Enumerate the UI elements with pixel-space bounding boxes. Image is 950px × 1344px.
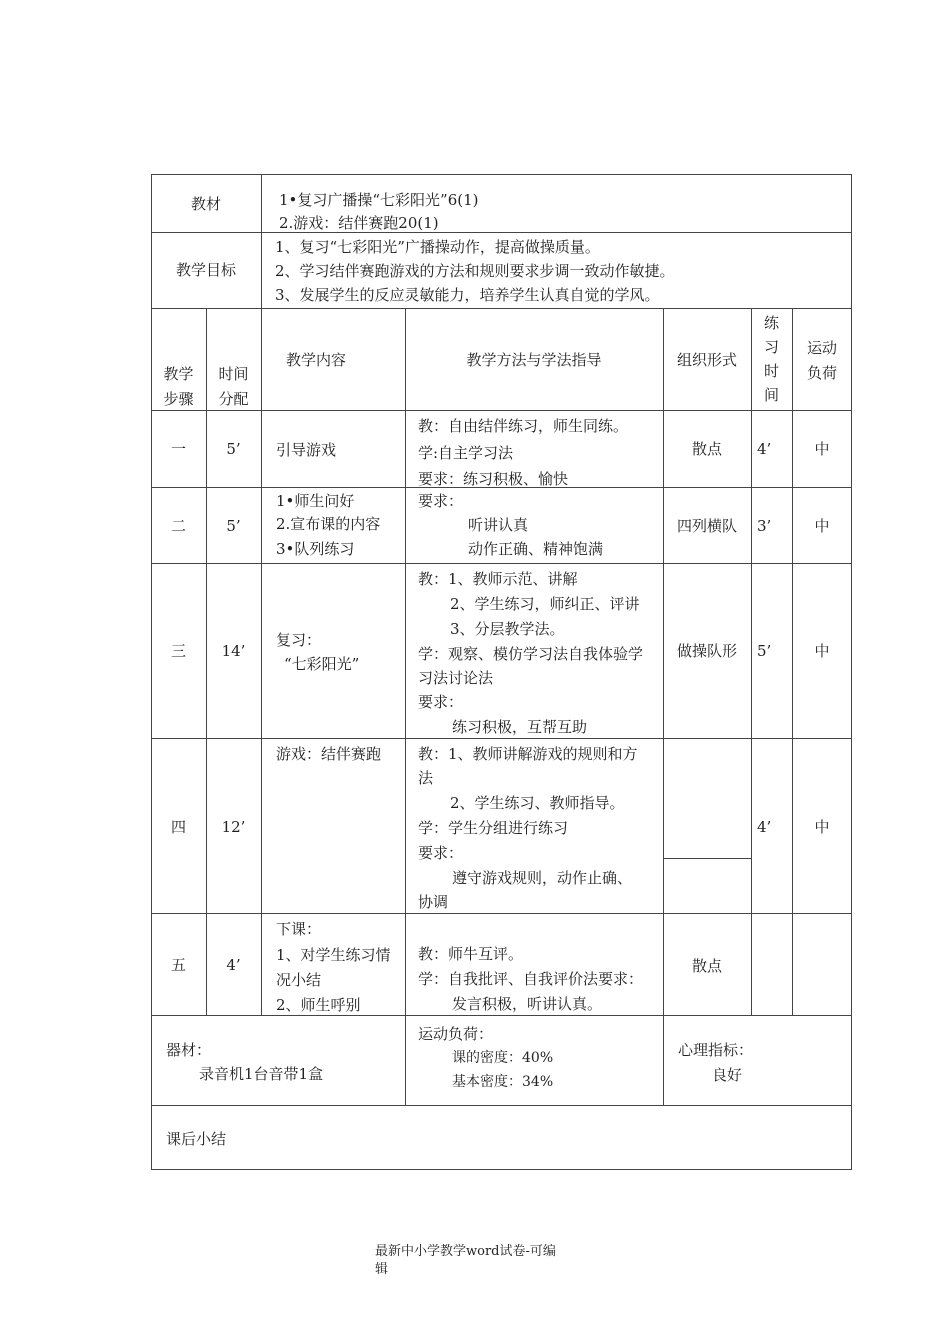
col-header-time: 时间 分配 bbox=[218, 365, 249, 408]
row-5-content-3: 况小结 bbox=[276, 971, 322, 989]
row-3-method-1: 教：1、教师示范、讲解 bbox=[418, 570, 578, 588]
col-divider-method bbox=[663, 308, 664, 1105]
row-3-practice: 5’ bbox=[757, 642, 772, 660]
row-4-content: 游戏：结伴赛跑 bbox=[276, 745, 382, 763]
materials-item-1: 1•复习广播操“七彩阳光”6(1) bbox=[279, 191, 479, 209]
sports-load-basic-density: 基本密度：34% bbox=[452, 1074, 554, 1090]
col-header-load: 运动 负荷 bbox=[806, 339, 837, 382]
goals-label: 教学目标 bbox=[175, 261, 236, 279]
materials-item-2: 2.游戏：结伴赛跑20(1) bbox=[279, 214, 439, 232]
row-5-method-3: 发言积极，听讲认真。 bbox=[452, 995, 603, 1013]
header-col-divider bbox=[261, 174, 262, 308]
page-footer bbox=[375, 1243, 575, 1279]
row-3-content-2: “七彩阳光” bbox=[284, 655, 360, 673]
row-1-practice: 4’ bbox=[757, 440, 772, 458]
row-1-org: 散点 bbox=[691, 440, 722, 458]
footer-line-2: 辑 bbox=[375, 1262, 389, 1277]
row-5-step: 五 bbox=[170, 956, 186, 974]
row-divider bbox=[151, 1015, 852, 1016]
row-divider bbox=[151, 738, 852, 739]
equipment-label: 器材： bbox=[166, 1041, 212, 1059]
col-header-method: 教学方法与学法指导 bbox=[466, 351, 602, 369]
row-2-content-2: 2.宣布课的内容 bbox=[276, 515, 381, 533]
row-divider bbox=[151, 308, 852, 309]
row-5-time: 4’ bbox=[226, 956, 241, 974]
goal-3: 3、发展学生的反应灵敏能力，培养学生认真自觉的学风。 bbox=[275, 286, 660, 304]
row-3-content-1: 复习： bbox=[276, 631, 322, 649]
row-3-method-5: 习法讨论法 bbox=[418, 669, 494, 687]
row-2-org: 四列横队 bbox=[676, 517, 737, 535]
row-2-load: 中 bbox=[814, 517, 830, 535]
row-3-load: 中 bbox=[814, 642, 830, 660]
psych-value: 良好 bbox=[712, 1066, 743, 1084]
psych-label: 心理指标： bbox=[678, 1041, 754, 1059]
row-1-time: 5’ bbox=[226, 440, 241, 458]
row-3-org: 做操队形 bbox=[676, 642, 737, 660]
row-4-load: 中 bbox=[814, 818, 830, 836]
col-header-content: 教学内容 bbox=[285, 351, 346, 369]
footer-line-1: 最新中小学教学word试卷-可编 bbox=[375, 1244, 556, 1259]
col-divider-org bbox=[751, 308, 752, 1015]
col-header-step: 教学 步骤 bbox=[163, 365, 194, 408]
row-2-method-2: 听讲认真 bbox=[468, 516, 529, 534]
row-5-content-4: 2、师生呼别 bbox=[276, 996, 361, 1014]
row-divider bbox=[151, 232, 852, 233]
row-1-step: 一 bbox=[170, 440, 186, 458]
col-header-org: 组织形式 bbox=[676, 351, 737, 369]
col-header-practice: 练 习 时 间 bbox=[763, 314, 779, 404]
row-1-method-2: 学:自主学习法 bbox=[418, 444, 514, 462]
row-4-practice: 4’ bbox=[757, 818, 772, 836]
row-3-method-4: 学：观察、模仿学习法自我体验学 bbox=[418, 645, 644, 663]
row-5-method-2: 学：自我批评、自我评价法要求： bbox=[418, 970, 644, 988]
row-3-method-3: 3、分层教学法。 bbox=[450, 620, 565, 638]
row-4-method-6: 遵守游戏规则，动作止确、 bbox=[452, 869, 633, 887]
col-divider-practice bbox=[792, 308, 793, 1015]
row-4-method-1: 教：1、教师讲解游戏的规则和方 bbox=[418, 745, 638, 763]
col-divider-content bbox=[405, 308, 406, 1105]
row-1-method-3: 要求：练习积极、愉快 bbox=[418, 470, 569, 488]
col-divider-time bbox=[261, 308, 262, 1015]
row-3-method-7: 练习积极，互帮互助 bbox=[452, 718, 588, 736]
row-5-content-1: 下课： bbox=[276, 920, 322, 938]
summary-label: 课后小结 bbox=[166, 1130, 227, 1148]
row-1-load: 中 bbox=[814, 440, 830, 458]
row-3-method-6: 要求： bbox=[418, 693, 464, 711]
row-1-method-1: 教：自由结伴练习，师生同练。 bbox=[418, 417, 629, 435]
row-2-practice: 3’ bbox=[757, 517, 772, 535]
row-divider bbox=[151, 563, 852, 564]
row-2-content-3: 3•队列练习 bbox=[276, 540, 355, 558]
goal-1: 1、复习“七彩阳光”广播操动作，提高做操质量。 bbox=[275, 238, 600, 256]
materials-label: 教材 bbox=[190, 195, 221, 213]
row-4-method-7: 协调 bbox=[418, 893, 449, 911]
row-4-method-5: 要求： bbox=[418, 844, 464, 862]
row-3-step: 三 bbox=[170, 642, 186, 660]
row-4-time: 12’ bbox=[221, 818, 246, 836]
goal-2: 2、学习结伴赛跑游戏的方法和规则要求步调一致动作敏捷。 bbox=[275, 262, 675, 280]
row-4-method-4: 学：学生分组进行练习 bbox=[418, 819, 569, 837]
row-divider bbox=[151, 1105, 852, 1106]
sports-load-density: 课的密度：40% bbox=[452, 1050, 554, 1066]
row-4-method-2: 法 bbox=[418, 769, 434, 787]
row-2-method-1: 要求： bbox=[418, 492, 464, 510]
row-1-content: 引导游戏 bbox=[276, 441, 337, 459]
equipment-value: 录音机1台音带1盒 bbox=[199, 1065, 324, 1083]
row-4-step: 四 bbox=[170, 818, 186, 836]
row-4-method-3: 2、学生练习、教师指导。 bbox=[450, 794, 625, 812]
row-5-org: 散点 bbox=[691, 957, 722, 975]
row-3-time: 14’ bbox=[221, 642, 246, 660]
row-2-content-1: 1•师生问好 bbox=[276, 492, 355, 510]
col-divider-step bbox=[206, 308, 207, 1015]
row-5-content-2: 1、对学生练习情 bbox=[276, 946, 391, 964]
row-2-time: 5’ bbox=[226, 517, 241, 535]
row-3-method-2: 2、学生练习，师纠正、评讲 bbox=[450, 595, 640, 613]
sports-load-label: 运动负荷： bbox=[418, 1025, 494, 1043]
row-2-method-3: 动作正确、精神饱满 bbox=[468, 540, 604, 558]
row-divider bbox=[151, 913, 852, 914]
row-2-step: 二 bbox=[170, 517, 186, 535]
org-cell-split bbox=[663, 858, 751, 859]
row-5-method-1: 教：师牛互评。 bbox=[418, 945, 524, 963]
lesson-plan-table bbox=[151, 174, 852, 1170]
